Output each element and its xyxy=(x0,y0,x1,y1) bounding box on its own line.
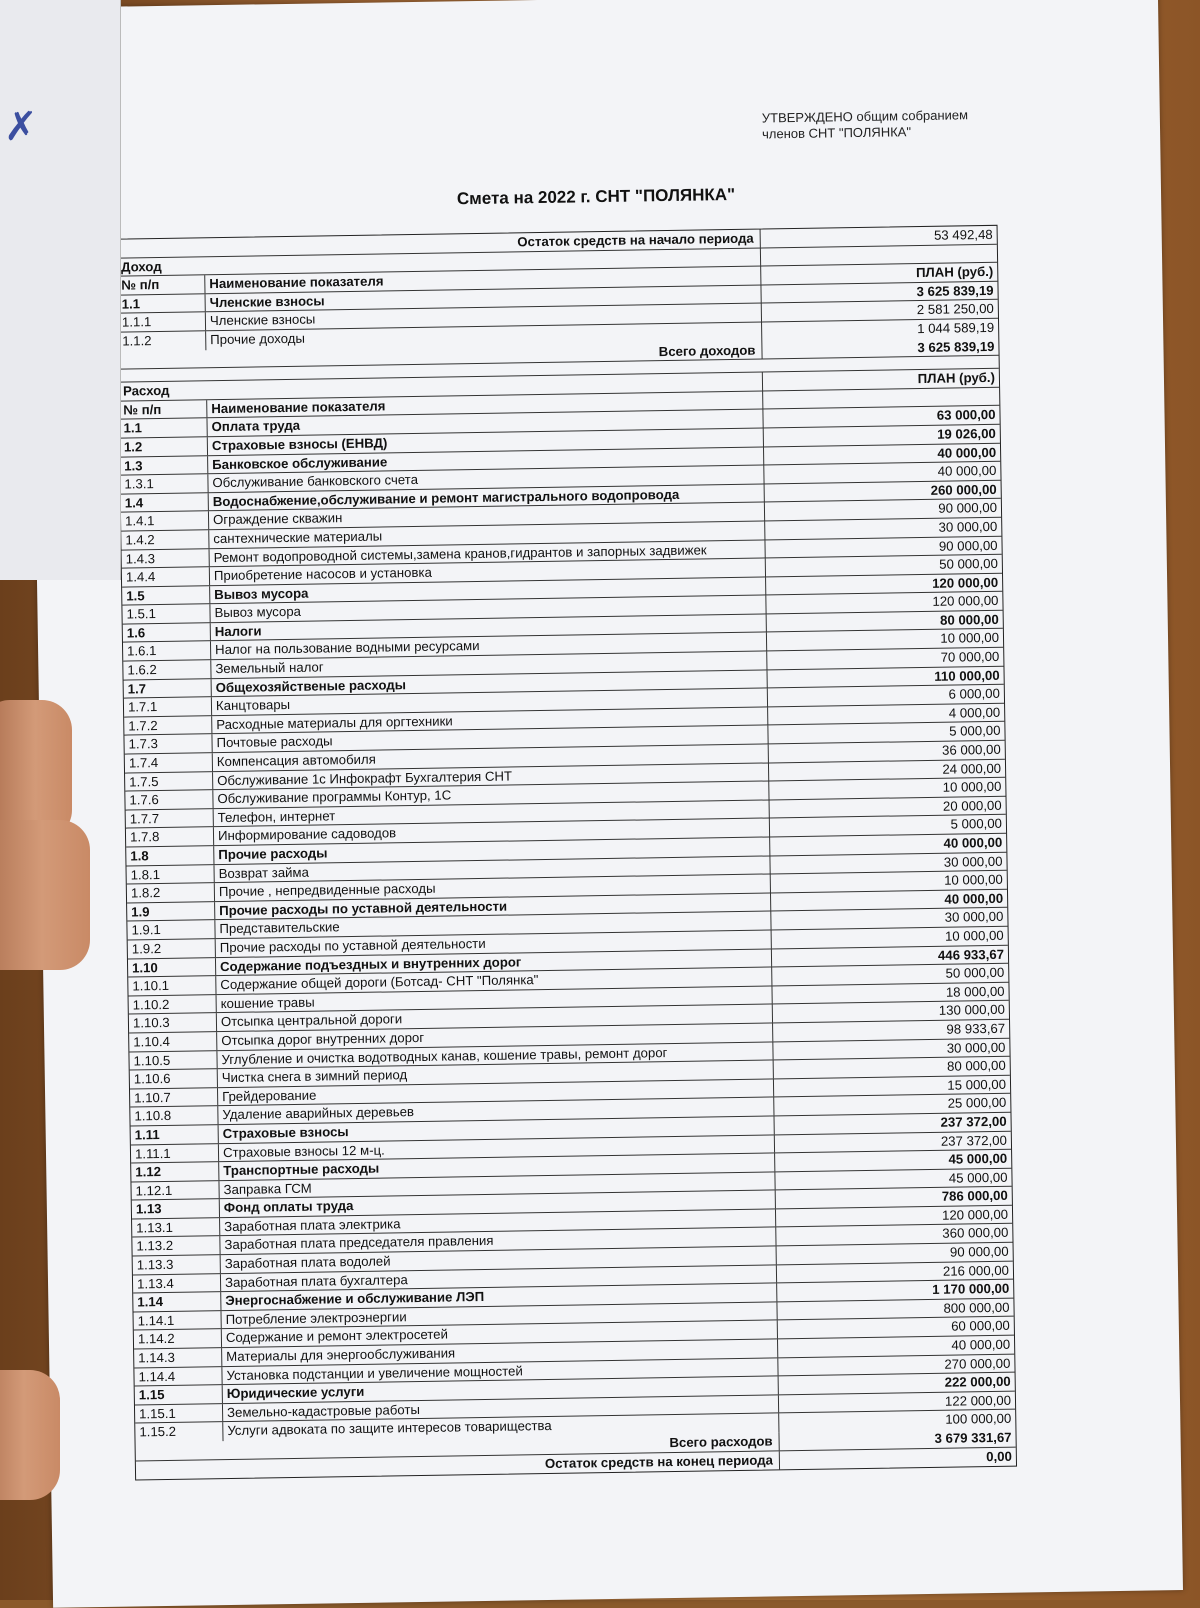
expense-row-name: Страховые взносы xyxy=(219,1116,775,1142)
expense-row-number: 1.7.7 xyxy=(126,809,214,828)
budget-table xyxy=(116,225,1017,1481)
expense-row-name: Заработная плата бухгалтера xyxy=(221,1265,777,1291)
expense-row-number: 1.15 xyxy=(135,1385,223,1404)
expense-row-number: 1.6.2 xyxy=(123,660,211,679)
expense-row-name: Налоги xyxy=(211,614,767,640)
expense-row-value: 18 000,00 xyxy=(945,983,1005,1000)
expense-row-name: Удаление аварийных деревьев xyxy=(218,1098,774,1124)
paper-scrap xyxy=(0,0,121,580)
expense-row-number: 1.8.2 xyxy=(127,883,215,902)
finger-icon xyxy=(0,1370,60,1500)
expense-row-name: Прочие расходы по уставной деятельности xyxy=(216,930,772,956)
expense-row-value: 45 000,00 xyxy=(948,1169,1008,1186)
expense-row-value: 30 000,00 xyxy=(943,853,1003,870)
expense-row-value: 24 000,00 xyxy=(942,760,1002,777)
expense-row-name: Содержание общей дороги (Ботсад- СНТ "Полянка" xyxy=(216,968,772,994)
expense-row-name: Возврат займа xyxy=(214,856,770,882)
expense-row-name: Заправка ГСМ xyxy=(219,1172,775,1198)
expense-row-number: 1.2 xyxy=(120,437,208,456)
expense-row-name: Компенсация автомобиля xyxy=(213,744,769,770)
expense-row-number: 1.10.1 xyxy=(128,976,216,995)
expense-row-number: 1.13 xyxy=(132,1199,220,1218)
expense-row-value: 216 000,00 xyxy=(942,1262,1010,1279)
expense-row-value: 45 000,00 xyxy=(948,1150,1008,1167)
expense-row-value: 30 000,00 xyxy=(944,909,1004,926)
expense-row-number: 1.8.1 xyxy=(126,865,214,884)
income-row-number: 1.1 xyxy=(118,294,206,313)
expense-row-value: 1 170 000,00 xyxy=(932,1280,1010,1298)
expense-row-name: Услуги адвоката по защите интересов товарищества xyxy=(223,1414,779,1441)
expense-row-number: 1.14.4 xyxy=(134,1367,222,1386)
expense-row-value: 98 933,67 xyxy=(946,1020,1006,1037)
closing-balance-value: 0,00 xyxy=(986,1448,1012,1464)
expense-row-name: Страховые взносы (ЕНВД) xyxy=(208,428,764,454)
expense-row-number: 1.5 xyxy=(122,586,210,605)
expense-row-name: Телефон, интернет xyxy=(214,800,770,826)
expense-row-number: 1.4.4 xyxy=(122,567,210,586)
expense-row-number: 1.10 xyxy=(128,958,216,977)
expense-row-name: Потребление электроэнергии xyxy=(221,1302,777,1328)
expense-row-number: 1.14.2 xyxy=(134,1330,222,1349)
expense-row-number: 1.14 xyxy=(133,1292,221,1311)
expense-row-value: 50 000,00 xyxy=(939,555,998,572)
expense-row-value: 20 000,00 xyxy=(942,797,1002,814)
expense-row-name: Отсыпка дорог внутренних дорог xyxy=(217,1023,773,1049)
expense-row-name: кошение травы xyxy=(217,986,773,1012)
expense-row-value: 70 000,00 xyxy=(940,648,1000,665)
income-row-value: 1 044 589,19 xyxy=(917,319,995,337)
income-row-name: Прочие доходы xyxy=(206,322,762,349)
expense-row-number: 1.7.3 xyxy=(124,735,212,754)
expense-col-num: № п/п xyxy=(119,400,207,419)
expense-row-name: Транспортные расходы xyxy=(219,1154,775,1180)
expense-row-name: Отсыпка центральной дороги xyxy=(217,1005,773,1031)
expense-col-name: Наименование показателя xyxy=(207,391,763,417)
expense-row-value: 10 000,00 xyxy=(944,927,1004,944)
expense-row-value: 90 000,00 xyxy=(938,537,998,554)
expense-row-name: Прочие расходы xyxy=(214,837,770,863)
expense-row-number: 1.14.1 xyxy=(134,1311,222,1330)
expense-row-name: Заработная плата водолей xyxy=(221,1246,777,1272)
expense-row-value: 222 000,00 xyxy=(944,1373,1011,1390)
expense-row-number: 1.10.8 xyxy=(130,1106,218,1125)
income-total-label: Всего доходов xyxy=(118,341,762,369)
expense-row-number: 1.6 xyxy=(123,623,211,642)
expense-row-name: Фонд оплаты труда xyxy=(220,1191,776,1217)
expense-row-value: 15 000,00 xyxy=(947,1076,1007,1093)
expense-row-name: Материалы для энергообслуживания xyxy=(222,1339,778,1365)
expense-row-value: 5 000,00 xyxy=(950,816,1003,833)
expense-row-number: 1.13.2 xyxy=(132,1237,220,1256)
expense-row-name: Заработная плата председателя правления xyxy=(220,1228,776,1254)
expense-row-number: 1.4 xyxy=(121,493,209,512)
expense-row-name: Информирование садоводов xyxy=(214,819,770,845)
expense-row-value: 5 000,00 xyxy=(949,723,1001,740)
expense-row-value: 270 000,00 xyxy=(944,1355,1011,1372)
expense-col-plan: ПЛАН (руб.) xyxy=(917,370,996,387)
expense-row-value: 237 372,00 xyxy=(940,1113,1007,1130)
income-row-number: 1.1.2 xyxy=(118,331,206,351)
expense-row-number: 1.13.4 xyxy=(133,1274,221,1293)
opening-balance-label: Остаток средств на начало периода xyxy=(117,230,761,258)
expense-row-number: 1.12 xyxy=(131,1162,219,1181)
expense-row-value: 40 000,00 xyxy=(944,890,1004,907)
expense-row-number: 1.5.1 xyxy=(122,604,210,623)
expense-row-value: 6 000,00 xyxy=(948,686,1001,702)
expense-row-value: 40 000,00 xyxy=(937,444,997,461)
pen-mark-icon: ✗ xyxy=(4,104,38,150)
expense-row-value: 80 000,00 xyxy=(946,1057,1006,1074)
expense-row-name: Обслуживание 1с Инфокрафт Бухгалтерия СНТ xyxy=(213,763,769,789)
expense-row-name: Чистка снега в зимний период xyxy=(218,1061,774,1087)
expense-row-value: 120 000,00 xyxy=(932,593,999,610)
expense-row-number: 1.9.2 xyxy=(128,939,216,958)
income-row-number: 1.1.1 xyxy=(118,313,206,332)
expense-row-name: Земельный налог xyxy=(211,652,767,678)
expense-row-value: 60 000,00 xyxy=(951,1318,1010,1335)
expense-row-value: 25 000,00 xyxy=(947,1095,1007,1112)
expense-row-name: Обслуживание банковского счета xyxy=(208,466,764,492)
expense-row-name: Почтовые расходы xyxy=(212,726,768,752)
expense-row-name: Представительские xyxy=(215,912,771,938)
expense-row-number: 1.7.5 xyxy=(125,772,213,791)
approval-line-1: УТВЕРЖДЕНО общим собранием xyxy=(761,107,969,126)
expense-row-number: 1.4.3 xyxy=(122,549,210,568)
expense-row-value: 19 026,00 xyxy=(937,425,996,442)
expense-total-value: 3 679 331,67 xyxy=(934,1429,1012,1446)
expense-row-number: 1.9.1 xyxy=(127,921,215,940)
expense-rows xyxy=(119,406,1015,1442)
income-row-value: 2 581 250,00 xyxy=(916,301,994,318)
expense-row-number: 1.12.1 xyxy=(131,1181,219,1200)
expense-row-name: Прочие расходы по уставной деятельности xyxy=(215,893,771,919)
expense-row-value: 80 000,00 xyxy=(939,611,999,628)
expense-row-value: 90 000,00 xyxy=(938,500,998,517)
expense-row-number: 1.10.2 xyxy=(129,995,217,1014)
expense-row-name: Углубление и очистка водотводных канав, кошение травы, ремонт дорог xyxy=(217,1042,773,1068)
expense-row-value: 36 000,00 xyxy=(941,741,1001,758)
expense-row-name: Приобретение насосов и установка xyxy=(210,559,766,585)
expense-row-name: Банковское обслуживание xyxy=(208,447,764,473)
expense-row-name: Юридические услуги xyxy=(223,1377,779,1403)
expense-row-number: 1.7.1 xyxy=(124,697,212,716)
expense-row-number: 1.15.1 xyxy=(135,1404,223,1423)
expense-row-number: 1.4.1 xyxy=(121,512,209,531)
expense-row-number: 1.7 xyxy=(124,679,212,698)
expense-row-value: 800 000,00 xyxy=(943,1299,1010,1316)
approval-line-2: членов СНТ "ПОЛЯНКА" xyxy=(761,124,912,142)
closing-balance-label: Остаток средств на конец периода xyxy=(136,1451,780,1480)
income-row-name: Членские взносы xyxy=(206,304,762,330)
expense-row-value: 90 000,00 xyxy=(949,1243,1009,1260)
expense-row-value: 40 000,00 xyxy=(943,834,1003,851)
expense-row-name: Содержание и ремонт электросетей xyxy=(222,1321,778,1347)
expense-row-value: 40 000,00 xyxy=(951,1336,1011,1353)
expense-row-number: 1.10.3 xyxy=(129,1014,217,1033)
expense-row-value: 10 000,00 xyxy=(944,871,1003,888)
expense-row-number: 1.7.6 xyxy=(125,790,213,809)
expense-row-name: Вывоз мусора xyxy=(210,596,766,622)
expense-row-number: 1.3 xyxy=(120,456,208,475)
expense-row-name: Общехозяйственые расходы xyxy=(212,670,768,696)
expense-row-name: Канцтовары xyxy=(212,689,768,715)
expense-row-number: 1.15.2 xyxy=(135,1423,223,1443)
opening-balance-value: 53 492,48 xyxy=(933,226,993,243)
expense-row-value: 786 000,00 xyxy=(941,1188,1008,1205)
expense-row-number: 1.10.7 xyxy=(130,1088,218,1107)
expense-row-name: Оплата труда xyxy=(207,410,763,436)
expense-row-value: 40 000,00 xyxy=(937,462,997,479)
expense-row-name: Водоснабжение,обслуживание и ремонт магистрального водопровода xyxy=(209,484,765,510)
expense-row-name: Вывоз мусора xyxy=(210,577,766,603)
income-col-name: Наименование показателя xyxy=(205,267,761,293)
expense-row-number: 1.11.1 xyxy=(131,1144,219,1163)
expense-row-number: 1.10.4 xyxy=(129,1032,217,1051)
finger-icon xyxy=(0,820,90,970)
expense-row-value: 120 000,00 xyxy=(941,1206,1009,1223)
expense-row-number: 1.7.8 xyxy=(126,828,214,847)
approval-note xyxy=(762,107,969,142)
expense-row-number: 1.9 xyxy=(127,902,215,921)
expense-row-name: Ремонт водопроводной системы,замена кранов,гидрантов и запорных задвижек xyxy=(210,540,766,566)
expense-row-name: сантехнические материалы xyxy=(209,521,765,547)
expense-row-name: Обслуживание программы Контур, 1С xyxy=(213,782,769,808)
expense-row-value: 63 000,00 xyxy=(936,407,996,424)
expense-row-name: Установка подстанции и увеличение мощностей xyxy=(222,1358,778,1384)
expense-row-number: 1.7.2 xyxy=(124,716,212,735)
expense-row-name: Налог на пользование водными ресурсами xyxy=(211,633,767,659)
expense-row-name: Земельно-кадастровые работы xyxy=(223,1395,779,1421)
expense-row-number: 1.14.3 xyxy=(134,1348,222,1367)
expense-row-name: Страховые взносы 12 м-ц. xyxy=(219,1135,775,1161)
expense-row-name: Энергоснабжение и обслуживание ЛЭП xyxy=(221,1284,777,1310)
expense-row-name: Ограждение скважин xyxy=(209,503,765,529)
income-section-label: Доход xyxy=(117,248,761,276)
expense-row-number: 1.13.1 xyxy=(132,1218,220,1237)
expense-row-number: 1.4.2 xyxy=(121,530,209,549)
income-total-value: 3 625 839,19 xyxy=(917,338,995,355)
expense-row-value: 10 000,00 xyxy=(940,630,1000,647)
expense-row-number: 1.11 xyxy=(131,1125,219,1144)
expense-row-value: 30 000,00 xyxy=(938,518,998,535)
expense-row-name: Расходные материалы для оргтехники xyxy=(212,707,768,733)
budget-sheet-paper xyxy=(28,0,1183,1608)
income-row-value: 3 625 839,19 xyxy=(916,282,994,299)
expense-row-value: 446 933,67 xyxy=(937,946,1005,963)
expense-row-name: Грейдерование xyxy=(218,1079,774,1105)
expense-total-label: Всего расходов xyxy=(136,1432,780,1460)
expense-row-number: 1.10.6 xyxy=(130,1069,218,1088)
expense-row-number: 1.7.4 xyxy=(125,753,213,772)
expense-row-value: 30 000,00 xyxy=(946,1039,1006,1056)
expense-row-number: 1.13.3 xyxy=(133,1255,221,1274)
expense-row-number: 1.3.1 xyxy=(120,474,208,493)
expense-row-value: 10 000,00 xyxy=(942,779,1002,795)
expense-row-number: 1.6.1 xyxy=(123,642,211,661)
expense-row-number: 1.1 xyxy=(119,419,207,438)
income-col-num: № п/п xyxy=(117,275,205,294)
thumb-icon xyxy=(0,700,72,840)
expense-row-value: 237 372,00 xyxy=(940,1132,1008,1149)
income-col-plan: ПЛАН (руб.) xyxy=(915,264,994,281)
expense-row-value: 360 000,00 xyxy=(942,1225,1009,1242)
expense-row-number: 1.10.5 xyxy=(129,1051,217,1070)
expense-row-value: 110 000,00 xyxy=(934,667,1000,684)
expense-row-value: 50 000,00 xyxy=(945,964,1005,981)
expense-row-name: Прочие , непредвиденные расходы xyxy=(215,875,771,901)
expense-row-number: 1.8 xyxy=(126,846,214,865)
expense-row-name: Заработная плата электрика xyxy=(220,1209,776,1235)
income-row-name: Членские взносы xyxy=(206,285,762,311)
expense-row-value: 4 000,00 xyxy=(948,704,1001,721)
document-title: Смета на 2022 г. СНТ "ПОЛЯНКА" xyxy=(456,184,736,209)
expense-row-value: 100 000,00 xyxy=(945,1411,1012,1428)
expense-row-name: Содержание подъездных и внутренних дорог xyxy=(216,949,772,975)
expense-row-value: 120 000,00 xyxy=(932,574,999,591)
expense-section-label: Расход xyxy=(119,373,763,401)
expense-row-value: 260 000,00 xyxy=(930,481,997,498)
expense-row-value: 122 000,00 xyxy=(944,1392,1012,1409)
expense-row-value: 130 000,00 xyxy=(938,1002,1005,1019)
